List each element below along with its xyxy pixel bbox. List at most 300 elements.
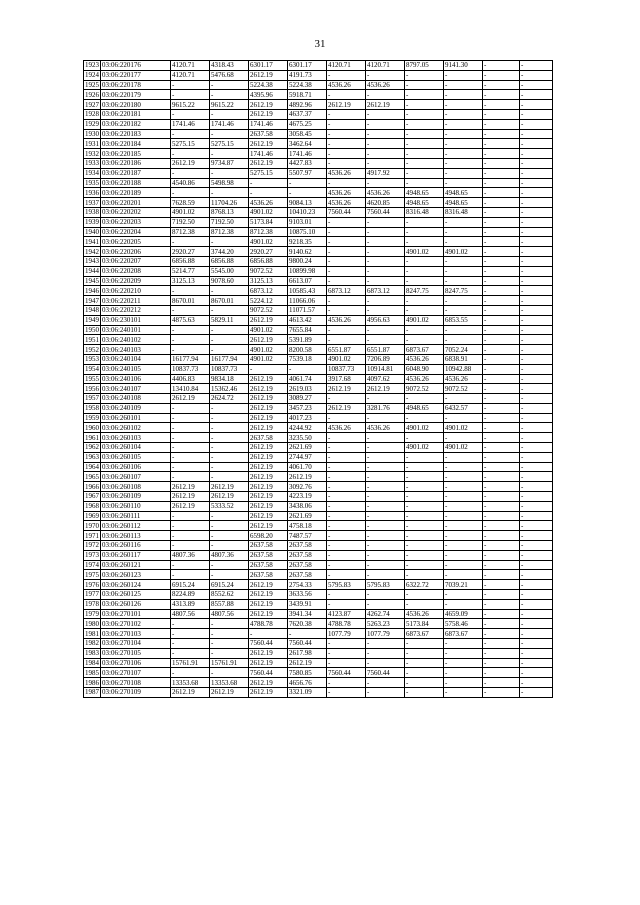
- code-cell: 03:06:260123: [101, 570, 171, 580]
- value-cell: -: [483, 639, 520, 649]
- row-number-cell: 1929: [85, 120, 99, 129]
- value-cell: -: [520, 423, 553, 433]
- value-cell: -: [444, 452, 483, 462]
- code-cell: 03:06:260110: [101, 501, 171, 511]
- code-cell: 03:06:220183: [101, 129, 171, 139]
- value-cell: 6873.67: [444, 629, 483, 639]
- value-cell: 10837.73: [210, 364, 249, 374]
- code-cell: 03:06:220186: [101, 158, 171, 168]
- value-cell: -: [327, 511, 366, 521]
- value-cell: 9615.22: [210, 100, 249, 110]
- table-row: [84, 129, 553, 139]
- value-cell: -: [327, 501, 366, 511]
- value-cell: 11071.57: [288, 305, 327, 315]
- value-cell: -: [405, 119, 444, 129]
- value-cell: 4017.23: [288, 413, 327, 423]
- value-cell: -: [520, 462, 553, 472]
- value-cell: -: [210, 629, 249, 639]
- value-cell: 4917.92: [366, 168, 405, 178]
- value-cell: 4758.18: [288, 521, 327, 531]
- value-cell: 8316.48: [444, 207, 483, 217]
- value-cell: -: [327, 462, 366, 472]
- value-cell: -: [327, 472, 366, 482]
- row-number-cell: 1987: [85, 688, 99, 697]
- value-cell: 1741.46: [288, 149, 327, 159]
- value-cell: -: [366, 658, 405, 668]
- row-number-cell: 1983: [85, 649, 99, 658]
- value-cell: 6915.24: [171, 580, 210, 590]
- value-cell: -: [405, 276, 444, 286]
- value-cell: 13353.68: [210, 678, 249, 688]
- value-cell: -: [444, 70, 483, 80]
- row-number-cell: 1970: [85, 521, 99, 530]
- value-cell: -: [366, 560, 405, 570]
- value-cell: 3125.13: [249, 276, 288, 286]
- value-cell: 2744.97: [288, 452, 327, 462]
- value-cell: -: [405, 658, 444, 668]
- value-cell: 2612.19: [249, 139, 288, 149]
- table-row: [84, 492, 553, 502]
- code-cell: 03:06:260121: [101, 560, 171, 570]
- value-cell: -: [520, 139, 553, 149]
- value-cell: 3089.27: [288, 394, 327, 404]
- value-cell: -: [444, 129, 483, 139]
- value-cell: 4061.74: [288, 374, 327, 384]
- value-cell: -: [171, 443, 210, 453]
- value-cell: -: [210, 648, 249, 658]
- value-cell: -: [210, 423, 249, 433]
- code-cell: 03:06:220209: [101, 276, 171, 286]
- code-cell: 03:06:260107: [101, 472, 171, 482]
- code-cell: 03:06:220211: [101, 296, 171, 306]
- value-cell: 2637.58: [249, 129, 288, 139]
- value-cell: 5918.71: [288, 90, 327, 100]
- table-row: [84, 384, 553, 394]
- value-cell: -: [405, 688, 444, 698]
- row-number-cell: 1943: [85, 257, 99, 266]
- value-cell: -: [520, 80, 553, 90]
- value-cell: -: [520, 266, 553, 276]
- value-cell: -: [520, 443, 553, 453]
- value-cell: 5333.52: [210, 501, 249, 511]
- row-number-cell: 1963: [85, 453, 99, 462]
- code-cell: 03:06:220178: [101, 80, 171, 90]
- table-row: [84, 256, 553, 266]
- value-cell: 2612.19: [171, 482, 210, 492]
- value-cell: -: [405, 227, 444, 237]
- value-cell: -: [520, 237, 553, 247]
- value-cell: -: [405, 413, 444, 423]
- value-cell: -: [483, 80, 520, 90]
- code-cell: 03:06:240101: [101, 325, 171, 335]
- value-cell: -: [520, 70, 553, 80]
- value-cell: 2637.58: [249, 433, 288, 443]
- value-cell: -: [405, 325, 444, 335]
- value-cell: 9084.13: [288, 198, 327, 208]
- value-cell: 9103.01: [288, 217, 327, 227]
- value-cell: -: [210, 90, 249, 100]
- value-cell: 2637.58: [249, 541, 288, 551]
- value-cell: 4536.26: [327, 80, 366, 90]
- value-cell: -: [327, 296, 366, 306]
- value-cell: 4901.02: [327, 354, 366, 364]
- row-number-cell: 1925: [85, 80, 99, 89]
- value-cell: -: [405, 550, 444, 560]
- value-cell: -: [405, 599, 444, 609]
- value-cell: -: [210, 531, 249, 541]
- value-cell: -: [171, 286, 210, 296]
- value-cell: -: [405, 639, 444, 649]
- row-number-cell: 1957: [85, 394, 99, 403]
- value-cell: 1741.46: [210, 119, 249, 129]
- value-cell: 2612.19: [288, 658, 327, 668]
- row-number-cell: 1972: [85, 541, 99, 550]
- value-cell: -: [483, 207, 520, 217]
- row-number-cell: 1940: [85, 227, 99, 236]
- value-cell: 4536.26: [405, 374, 444, 384]
- value-cell: -: [520, 639, 553, 649]
- row-number-cell: 1964: [85, 463, 99, 472]
- value-cell: -: [366, 296, 405, 306]
- value-cell: 3439.91: [288, 599, 327, 609]
- value-cell: 4956.63: [366, 315, 405, 325]
- value-cell: 9072.52: [249, 305, 288, 315]
- value-cell: -: [327, 305, 366, 315]
- value-cell: 2637.58: [288, 541, 327, 551]
- value-cell: 2612.19: [171, 501, 210, 511]
- value-cell: -: [520, 648, 553, 658]
- value-cell: -: [405, 109, 444, 119]
- value-cell: -: [366, 521, 405, 531]
- row-number-cell: 1945: [85, 276, 99, 285]
- value-cell: -: [366, 570, 405, 580]
- table-row: [84, 531, 553, 541]
- value-cell: -: [210, 511, 249, 521]
- value-cell: -: [171, 413, 210, 423]
- value-cell: -: [483, 609, 520, 619]
- value-cell: 5275.15: [249, 168, 288, 178]
- table-row: [84, 443, 553, 453]
- row-number-cell: 1980: [85, 619, 99, 628]
- value-cell: 9218.35: [288, 237, 327, 247]
- value-cell: -: [520, 119, 553, 129]
- value-cell: -: [327, 266, 366, 276]
- row-number-cell: 1933: [85, 159, 99, 168]
- value-cell: 4675.25: [288, 119, 327, 129]
- value-cell: -: [405, 492, 444, 502]
- value-cell: 5476.68: [210, 70, 249, 80]
- value-cell: 8247.75: [405, 286, 444, 296]
- value-cell: -: [405, 266, 444, 276]
- value-cell: -: [520, 247, 553, 257]
- value-cell: -: [483, 345, 520, 355]
- code-cell: 03:06:220203: [101, 217, 171, 227]
- value-cell: -: [444, 227, 483, 237]
- value-cell: 3917.68: [327, 374, 366, 384]
- value-cell: -: [444, 80, 483, 90]
- value-cell: 9834.18: [210, 374, 249, 384]
- value-cell: -: [405, 648, 444, 658]
- code-cell: 03:06:220204: [101, 227, 171, 237]
- value-cell: 4123.87: [327, 609, 366, 619]
- value-cell: -: [520, 560, 553, 570]
- value-cell: 2612.19: [249, 452, 288, 462]
- value-cell: 2637.58: [249, 550, 288, 560]
- row-number-cell: 1956: [85, 384, 99, 393]
- value-cell: -: [483, 678, 520, 688]
- value-cell: 4244.92: [288, 423, 327, 433]
- value-cell: -: [483, 100, 520, 110]
- value-cell: -: [405, 139, 444, 149]
- value-cell: 6873.67: [405, 629, 444, 639]
- value-cell: 2612.19: [249, 599, 288, 609]
- value-cell: 10942.88: [444, 364, 483, 374]
- value-cell: -: [366, 550, 405, 560]
- value-cell: -: [327, 482, 366, 492]
- value-cell: -: [366, 394, 405, 404]
- value-cell: -: [483, 158, 520, 168]
- value-cell: -: [366, 472, 405, 482]
- row-number-cell: 1958: [85, 404, 99, 413]
- value-cell: -: [366, 227, 405, 237]
- code-cell: 03:06:270108: [101, 678, 171, 688]
- value-cell: 3457.23: [288, 403, 327, 413]
- value-cell: -: [327, 237, 366, 247]
- value-cell: -: [444, 678, 483, 688]
- value-cell: 4901.02: [249, 325, 288, 335]
- value-cell: -: [444, 119, 483, 129]
- value-cell: -: [444, 266, 483, 276]
- table-row: [84, 70, 553, 80]
- value-cell: 9734.87: [210, 158, 249, 168]
- value-cell: 2612.19: [249, 580, 288, 590]
- value-cell: 5173.84: [405, 619, 444, 629]
- value-cell: -: [483, 325, 520, 335]
- value-cell: -: [444, 109, 483, 119]
- row-number-cell: 1938: [85, 208, 99, 217]
- value-cell: -: [520, 276, 553, 286]
- value-cell: -: [483, 599, 520, 609]
- value-cell: 3438.06: [288, 501, 327, 511]
- value-cell: 2612.19: [249, 394, 288, 404]
- value-cell: 10899.98: [288, 266, 327, 276]
- value-cell: 4223.19: [288, 492, 327, 502]
- value-cell: 4120.71: [171, 61, 210, 71]
- value-cell: 2612.19: [210, 482, 249, 492]
- value-cell: -: [483, 492, 520, 502]
- table-row: [84, 678, 553, 688]
- value-cell: 4536.26: [405, 354, 444, 364]
- value-cell: 7539.18: [288, 354, 327, 364]
- table-row: [84, 178, 553, 188]
- value-cell: 2619.03: [288, 384, 327, 394]
- value-cell: -: [366, 70, 405, 80]
- value-cell: -: [171, 335, 210, 345]
- value-cell: -: [444, 325, 483, 335]
- value-cell: 2612.19: [366, 384, 405, 394]
- value-cell: -: [444, 658, 483, 668]
- value-cell: -: [210, 413, 249, 423]
- value-cell: 6301.17: [249, 61, 288, 71]
- value-cell: 5224.12: [249, 296, 288, 306]
- value-cell: 4536.26: [444, 374, 483, 384]
- value-cell: -: [483, 413, 520, 423]
- value-cell: -: [483, 90, 520, 100]
- table-row: [84, 570, 553, 580]
- value-cell: 7560.44: [366, 207, 405, 217]
- value-cell: -: [327, 648, 366, 658]
- value-cell: 5507.97: [288, 168, 327, 178]
- value-cell: 6322.72: [405, 580, 444, 590]
- value-cell: -: [444, 394, 483, 404]
- table-row: [84, 109, 553, 119]
- value-cell: -: [405, 511, 444, 521]
- code-cell: 03:06:260102: [101, 423, 171, 433]
- value-cell: -: [210, 237, 249, 247]
- value-cell: 2612.19: [171, 158, 210, 168]
- value-cell: -: [366, 501, 405, 511]
- code-cell: 03:06:260117: [101, 550, 171, 560]
- table-row: [84, 590, 553, 600]
- value-cell: -: [171, 462, 210, 472]
- value-cell: 2920.27: [171, 247, 210, 257]
- table-row: [84, 335, 553, 345]
- value-cell: -: [520, 129, 553, 139]
- value-cell: 4875.63: [171, 315, 210, 325]
- value-cell: -: [366, 541, 405, 551]
- table-row: [84, 619, 553, 629]
- value-cell: -: [444, 237, 483, 247]
- value-cell: 6432.57: [444, 403, 483, 413]
- value-cell: -: [327, 325, 366, 335]
- value-cell: -: [520, 394, 553, 404]
- row-number-cell: 1969: [85, 512, 99, 521]
- code-cell: 03:06:240107: [101, 384, 171, 394]
- value-cell: -: [520, 658, 553, 668]
- value-cell: -: [444, 335, 483, 345]
- code-cell: 03:06:240104: [101, 354, 171, 364]
- value-cell: -: [405, 335, 444, 345]
- value-cell: -: [483, 374, 520, 384]
- value-cell: 5275.15: [210, 139, 249, 149]
- value-cell: -: [366, 678, 405, 688]
- value-cell: -: [405, 541, 444, 551]
- value-cell: 4637.37: [288, 109, 327, 119]
- value-cell: -: [520, 688, 553, 698]
- row-number-cell: 1984: [85, 659, 99, 667]
- value-cell: -: [483, 521, 520, 531]
- table-row: [84, 266, 553, 276]
- value-cell: -: [520, 188, 553, 198]
- value-cell: -: [444, 462, 483, 472]
- row-number-cell: 1954: [85, 365, 99, 374]
- value-cell: -: [520, 609, 553, 619]
- value-cell: 4395.96: [249, 90, 288, 100]
- value-cell: 4901.02: [171, 207, 210, 217]
- value-cell: -: [444, 531, 483, 541]
- value-cell: 6301.17: [288, 61, 327, 71]
- value-cell: 4613.42: [288, 315, 327, 325]
- row-number-cell: 1946: [85, 286, 99, 295]
- table-row: [84, 139, 553, 149]
- value-cell: 7560.44: [366, 668, 405, 678]
- value-cell: -: [483, 168, 520, 178]
- table-row: [84, 394, 553, 404]
- value-cell: -: [366, 462, 405, 472]
- value-cell: -: [405, 452, 444, 462]
- value-cell: -: [520, 100, 553, 110]
- code-cell: 03:06:240108: [101, 394, 171, 404]
- row-number-cell: 1934: [85, 169, 99, 178]
- code-cell: 03:06:260111: [101, 511, 171, 521]
- value-cell: 9141.30: [444, 61, 483, 71]
- value-cell: -: [327, 217, 366, 227]
- value-cell: 2920.27: [249, 247, 288, 257]
- table-body: [84, 61, 553, 698]
- value-cell: -: [210, 168, 249, 178]
- code-cell: 03:06:220177: [101, 70, 171, 80]
- value-cell: -: [171, 325, 210, 335]
- code-cell: 03:06:220189: [101, 188, 171, 198]
- value-cell: 2612.19: [249, 492, 288, 502]
- value-cell: 8200.58: [288, 345, 327, 355]
- value-cell: -: [171, 541, 210, 551]
- value-cell: 2612.19: [288, 472, 327, 482]
- value-cell: 10837.73: [327, 364, 366, 374]
- value-cell: 4659.09: [444, 609, 483, 619]
- value-cell: -: [366, 256, 405, 266]
- value-cell: 2612.19: [249, 335, 288, 345]
- value-cell: -: [444, 668, 483, 678]
- value-cell: -: [405, 501, 444, 511]
- value-cell: 6551.87: [366, 345, 405, 355]
- value-cell: -: [520, 580, 553, 590]
- value-cell: 5829.11: [210, 315, 249, 325]
- value-cell: -: [444, 648, 483, 658]
- value-cell: 9800.24: [288, 256, 327, 266]
- value-cell: -: [171, 403, 210, 413]
- value-cell: -: [171, 188, 210, 198]
- value-cell: 3633.56: [288, 590, 327, 600]
- value-cell: -: [444, 492, 483, 502]
- code-cell: 03:06:220179: [101, 90, 171, 100]
- value-cell: -: [327, 276, 366, 286]
- table-row: [84, 452, 553, 462]
- value-cell: -: [483, 247, 520, 257]
- value-cell: -: [210, 129, 249, 139]
- value-cell: 6838.91: [444, 354, 483, 364]
- value-cell: 3125.13: [171, 276, 210, 286]
- value-cell: 4620.85: [366, 198, 405, 208]
- value-cell: -: [444, 168, 483, 178]
- value-cell: -: [327, 149, 366, 159]
- value-cell: -: [520, 629, 553, 639]
- value-cell: -: [171, 305, 210, 315]
- value-cell: 2612.19: [249, 413, 288, 423]
- code-cell: 03:06:260109: [101, 492, 171, 502]
- value-cell: 2612.19: [327, 100, 366, 110]
- table-row: [84, 168, 553, 178]
- value-cell: 4788.78: [327, 619, 366, 629]
- value-cell: -: [520, 678, 553, 688]
- value-cell: 13410.84: [171, 384, 210, 394]
- code-cell: 03:06:240105: [101, 364, 171, 374]
- value-cell: 6856.88: [210, 256, 249, 266]
- value-cell: 2612.19: [249, 443, 288, 453]
- value-cell: 9072.52: [249, 266, 288, 276]
- code-cell: 03:06:220201: [101, 198, 171, 208]
- value-cell: 5545.00: [210, 266, 249, 276]
